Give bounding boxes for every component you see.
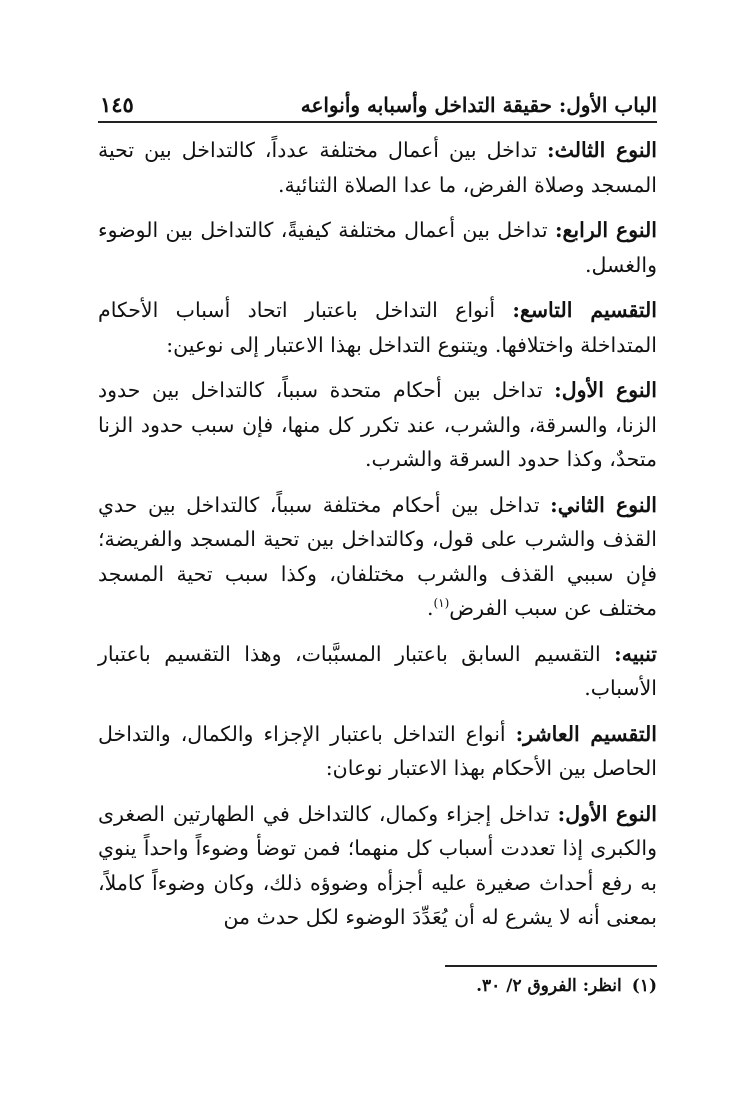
- paragraph-note: [98, 637, 657, 706]
- running-header: [100, 84, 657, 118]
- paragraph-text: تداخل إجزاء وكمال، كالتداخل في الطهارتين الصغرى والكبرى إذا تعددت أسباب كل منهما؛ فمن توضأ وضوءاً واحداً ينوي به رفع أحداث صغيرة عليه أجزأه وضوؤه ذلك، وكان وضوءاً كاملاً، بمعنى أنه لا يشرع له أن يُعَدِّدَ الوضوء لكل حدث من: [98, 801, 657, 929]
- paragraph-label: النوع الثاني:: [550, 492, 658, 517]
- paragraph-label: تنبيه:: [614, 641, 657, 666]
- footnote-text: انظر: الفروق ٢/ ٣٠.: [476, 976, 622, 996]
- paragraph-ninth-division: [98, 293, 657, 362]
- paragraph-text-tail: .: [426, 596, 434, 620]
- paragraph-type-four: [98, 213, 657, 282]
- body-text: [98, 133, 657, 946]
- paragraph-label: التقسيم التاسع:: [512, 298, 657, 322]
- paragraph-text: تداخل بين أعمال مختلفة عدداً، كالتداخل بين تحية المسجد وصلاة الفرض، ما عدا الصلاة الثنائية.: [98, 138, 657, 197]
- paragraph-label: النوع الأول:: [557, 801, 657, 826]
- paragraph-type-one-a: [98, 373, 657, 477]
- paragraph-text: تداخل بين أحكام متحدة سبباً، كالتداخل بين حدود الزنا، والسرقة، والشرب، عند تكرر كل منها، فإن سبب حدود الزنا متحدٌ، وكذا حدود السرقة والشرب.: [98, 378, 657, 471]
- paragraph-type-one-b: [98, 797, 657, 935]
- footnote: [98, 974, 657, 998]
- paragraph-label: النوع الرابع:: [554, 218, 657, 242]
- paragraph-text: التقسيم السابق باعتبار المسبَّبات، وهذا التقسيم باعتبار الأسباب.: [98, 641, 657, 700]
- paragraph-label: التقسيم العاشر:: [515, 721, 657, 746]
- paragraph-text: تداخل بين أحكام مختلفة سبباً، كالتداخل بين حدي القذف والشرب على قول، وكالتداخل بين تحية المسجد والفريضة؛ فإن سببي القذف والشرب مختلفان، وكذا سبب تحية المسجد مختلف عن سبب الفرض: [98, 492, 657, 620]
- paragraph-text: أنواع التداخل باعتبار الإجزاء والكمال، والتداخل الحاصل بين الأحكام بهذا الاعتبار نوعان:: [98, 721, 657, 780]
- paragraph-type-three: [98, 133, 657, 202]
- paragraph-tenth-division: [98, 717, 657, 786]
- paragraph-text: تداخل بين أعمال مختلفة كيفيةً، كالتداخل بين الوضوء والغسل.: [98, 218, 657, 277]
- footnote-number: (١): [631, 976, 657, 996]
- footnote-rule: [445, 965, 657, 967]
- paragraph-label: النوع الثالث:: [547, 138, 658, 162]
- chapter-title: الباب الأول: حقيقة التداخل وأسبابه وأنواعه: [300, 93, 657, 117]
- footnote-reference[interactable]: (١): [433, 596, 450, 611]
- paragraph-type-two: [98, 488, 657, 626]
- page-number: ١٤٥: [100, 92, 134, 117]
- paragraph-label: النوع الأول:: [554, 378, 657, 402]
- header-rule: [98, 121, 657, 123]
- paragraph-text: أنواع التداخل باعتبار اتحاد أسباب الأحكام المتداخلة واختلافها. ويتنوع التداخل بهذا الاعتبار إلى نوعين:: [98, 298, 657, 357]
